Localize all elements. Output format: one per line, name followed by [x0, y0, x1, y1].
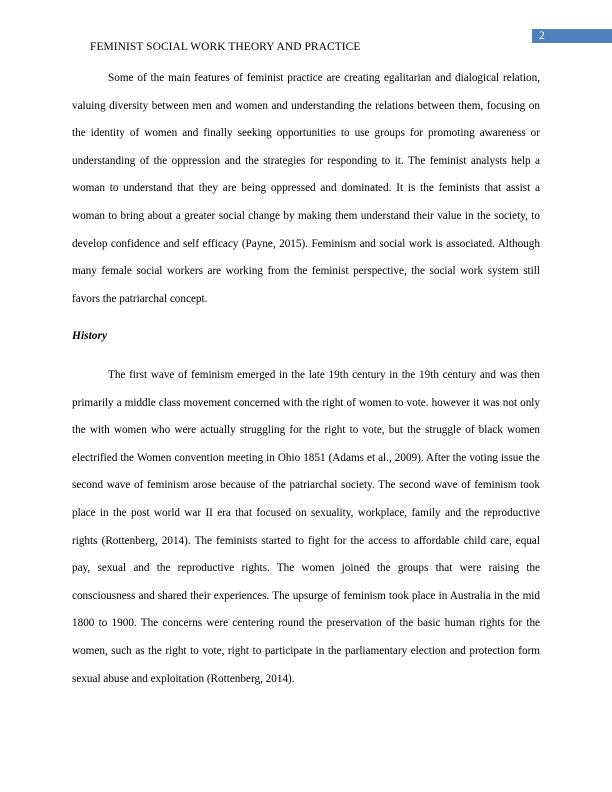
body-paragraph-intro: Some of the main features of feminist practice are creating egalitarian and dialogical relation, valuing diversity between men and women and understanding the relations between them, focusing on the identity of women and finally seeking opportunities to use groups for promoting awareness or understanding of the oppression and the strategies for responding to it. The feminist analysts help a woman to understand that they are being oppressed and dominated. It is the feminists that assist a woman to bring about a greater social change by making them understand their value in the society, to develop confidence and self efficacy (Payne, 2015). Feminism and social work is associated. Although many female social workers are working from the feminist perspective, the social work system still favors the patriarchal concept.: [72, 72, 540, 305]
running-head: FEMINIST SOCIAL WORK THEORY AND PRACTICE: [90, 41, 361, 53]
body-paragraph-history: The first wave of feminism emerged in the late 19th century in the 19th century and was then primarily a middle class movement concerned with the right of women to vote. however it was not only the with women who were actually struggling for the right to vote, but the struggle of black women electrified the Women convention meeting in Ohio 1851 (Adams et al., 2009). After the voting issue the second wave of feminism arose because of the patriarchal society. The second wave of feminism took place in the post world war II era that focused on sexuality, workplace, family and the reproductive rights (Rottenberg, 2014). The feminists started to fight for the access to affordable child care, equal pay, sexual and the reproductive rights. The women joined the groups that were raising the consciousness and shared their experiences. The upsurge of feminism took place in Australia in the mid 1800 to 1900. The concerns were centering round the preservation of the basic human rights for the women, such as the right to vote, right to participate in the parliamentary election and protection form sexual abuse and exploitation (Rottenberg, 2014).: [72, 369, 540, 685]
page-number: 2: [532, 29, 612, 43]
section-heading-history: History: [72, 330, 108, 342]
